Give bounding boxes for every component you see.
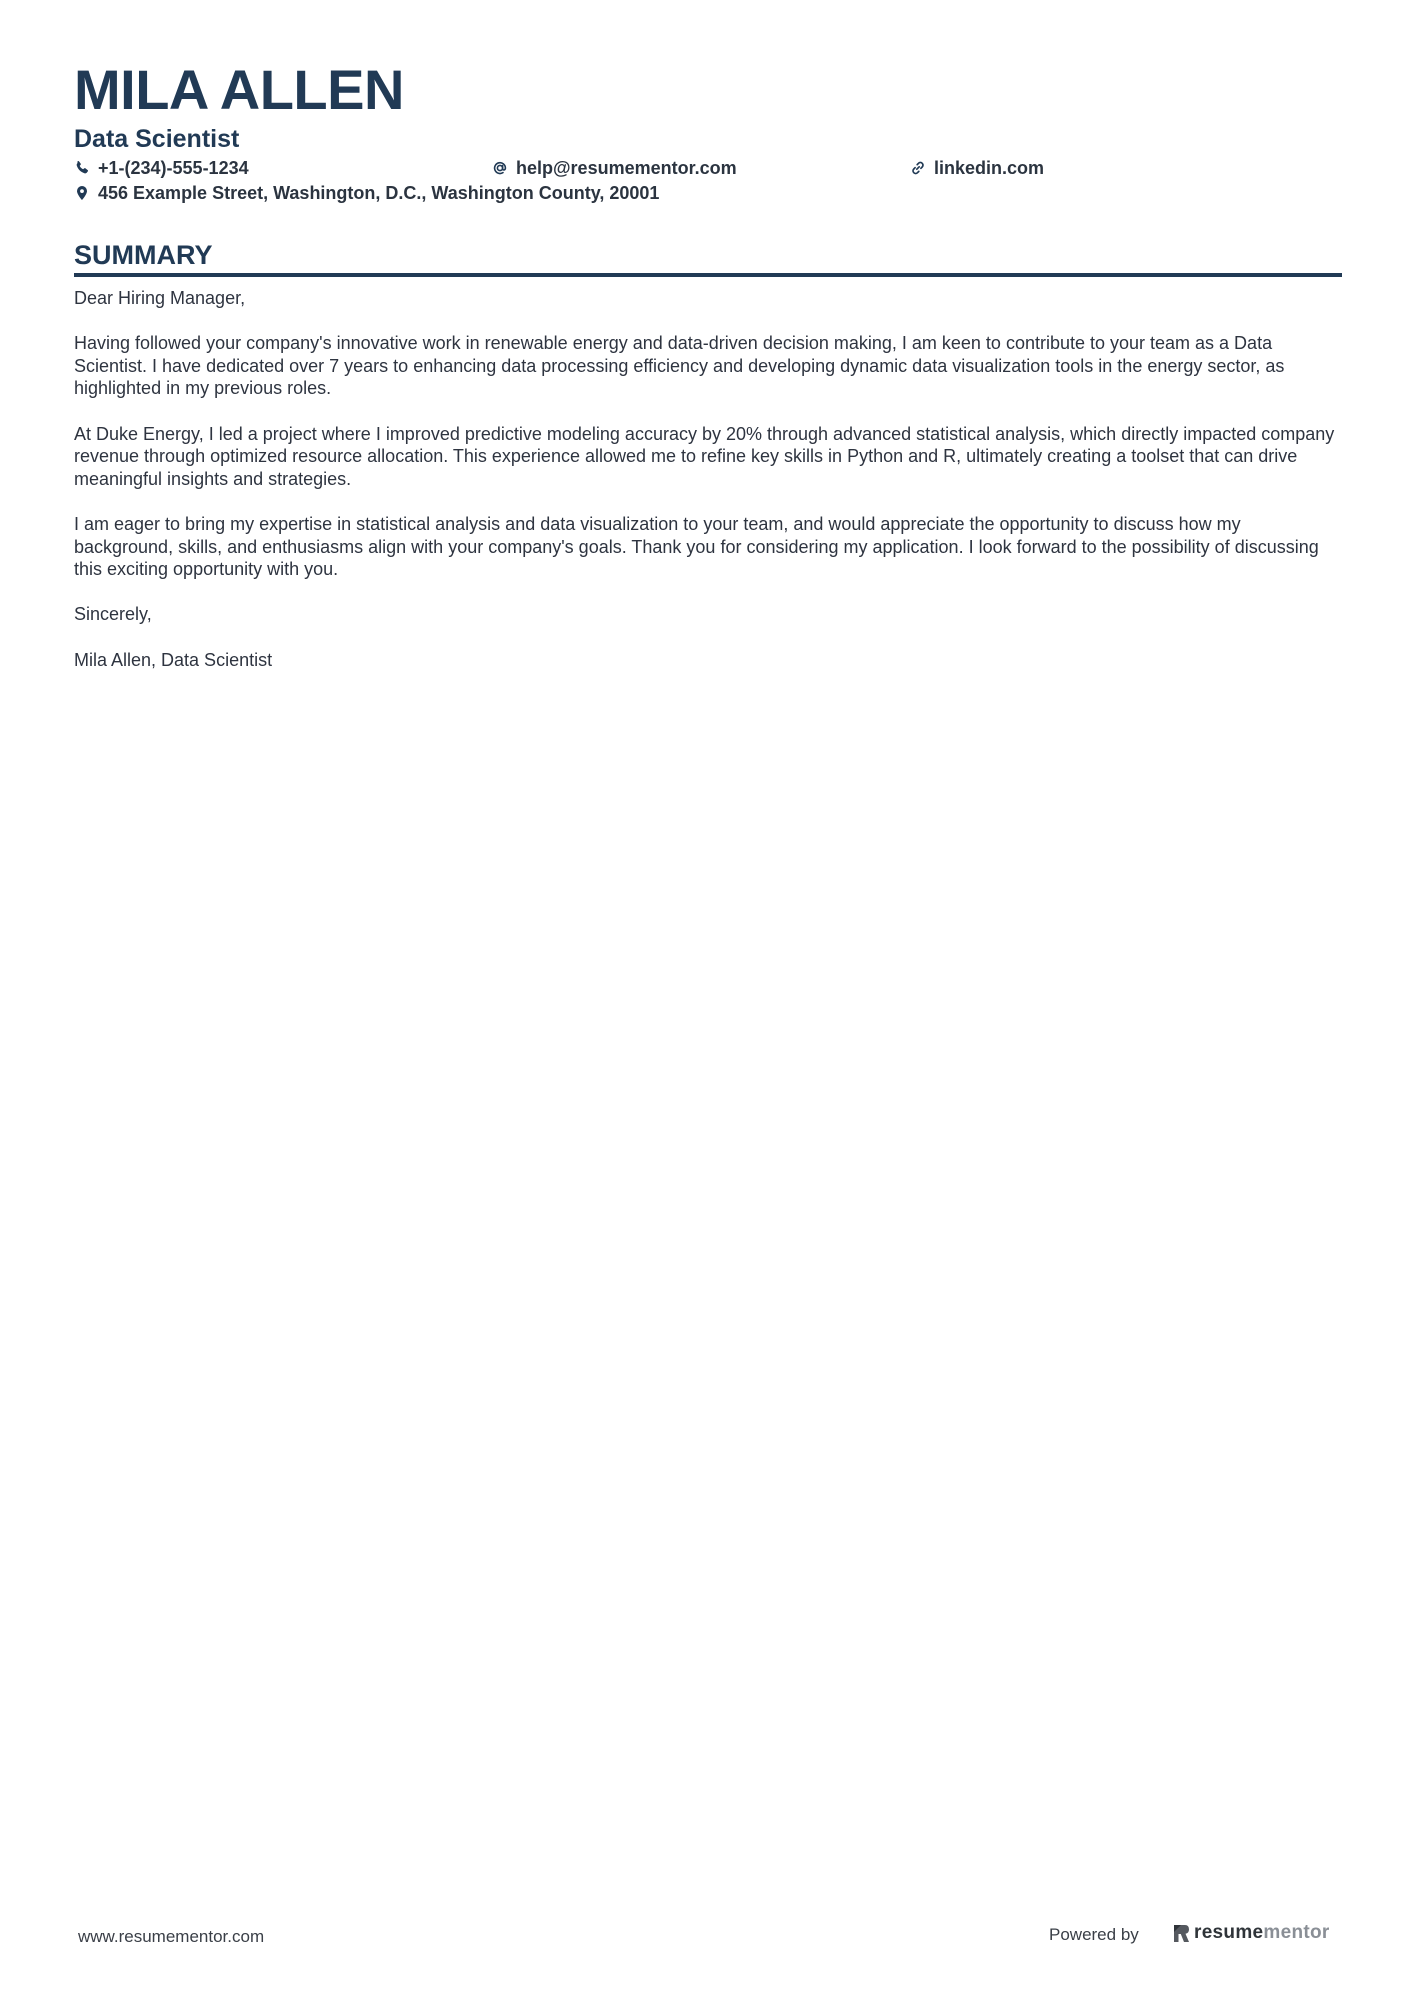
contact-email[interactable] [492,156,737,180]
letter-body [74,287,1342,671]
brand-secondary: mentor [1263,1922,1330,1943]
powered-by-label: Powered by [1049,1925,1139,1944]
email-text: help@resumementor.com [516,157,737,178]
section-divider [74,273,1342,277]
signature: Mila Allen, Data Scientist [74,649,273,670]
candidate-name: MILA ALLEN [74,58,404,121]
brand-primary: resume [1194,1922,1264,1943]
contact-info [74,156,1342,208]
at-icon [492,160,508,176]
resumementor-logo-icon [1172,1922,1190,1944]
phone-text: +1-(234)-555-1234 [98,157,249,178]
contact-linkedin[interactable] [910,156,1044,180]
salutation: Dear Hiring Manager, [74,288,246,308]
brand-logo[interactable] [1172,1919,1330,1947]
paragraph-intro: Having followed your company's innovative work in renewable energy and data-driven decision making, I am keen to contribute to your team as a Data Scientist. I have dedicated over 7 years to enhancing data processing efficiency and developing dynamic data visualization tools in the energy sector, as highlighted in my previous roles. [74,333,1285,399]
phone-icon [74,160,90,176]
location-pin-icon [74,185,90,201]
brand-wordmark [1194,1922,1330,1944]
footer-website[interactable]: www.resumementor.com [78,1927,265,1946]
closing: Sincerely, [74,604,152,625]
address-text: 456 Example Street, Washington, D.C., Washington County, 20001 [98,182,660,203]
job-title: Data Scientist [74,125,240,153]
link-icon [910,160,926,176]
paragraph-experience: At Duke Energy, I led a project where I improved predictive modeling accuracy by 20% through advanced statistical analysis, which directly impacted company revenue through optimized resource allocation. This experience allowed me to refine key skills in Python and R, ultimately creating a toolset that can drive meaningful insights and strategies. [74,423,1335,489]
contact-phone[interactable] [74,156,249,180]
summary-heading: SUMMARY [74,240,213,270]
contact-address [74,181,659,205]
paragraph-closing: I am eager to bring my expertise in statistical analysis and data visualization to your team, and would appreciate the opportunity to discuss how my background, skills, and enthusiasms align with your company's goals. Thank you for considering my application. I look forward to the possibility of discussing this exciting opportunity with you. [74,513,1319,580]
cover-letter-page [74,58,1342,694]
linkedin-text: linkedin.com [934,157,1045,178]
